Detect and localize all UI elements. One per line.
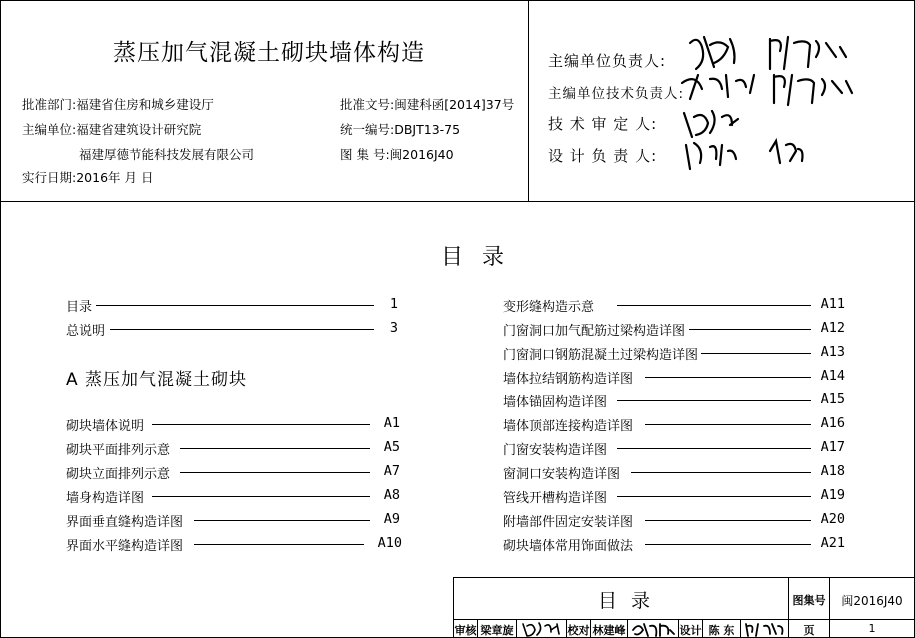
signatory-tech-chief: 主编单位技术负责人:: [548, 86, 685, 102]
atlas-number-value: 闽2016J40: [389, 147, 454, 162]
toc-item-label: 目录: [66, 296, 94, 315]
leader-line: [194, 520, 370, 521]
toc-item-page: A12: [820, 320, 845, 336]
editor-unit-value: 福建省建筑设计研究院: [76, 122, 202, 137]
toc-item-page: A14: [820, 368, 845, 384]
toc-item-page: A11: [820, 296, 845, 312]
toc-item[interactable]: [503, 368, 845, 388]
toc-item-label: 墙体拉结钢筋构造详图: [503, 368, 635, 387]
approval-doc: [340, 95, 514, 113]
toc-item[interactable]: [66, 535, 402, 555]
unified-number-label: 统一编号:: [340, 122, 395, 137]
toc-item-page: A16: [820, 415, 845, 431]
unified-number-value: DBJT13-75: [394, 122, 461, 137]
title-block-divider: [829, 577, 830, 638]
handwritten-signatures: [670, 25, 870, 175]
leader-line: [194, 544, 364, 545]
toc-item-label: 墙体顶部连接构造详图: [503, 415, 635, 434]
leader-line: [645, 424, 811, 425]
leader-line: [701, 353, 811, 354]
toc-item[interactable]: [503, 391, 845, 411]
signatory-chief-unit: 主编单位负责人:: [548, 52, 667, 70]
toc-item-label: 门窗洞口加气配筋过梁构造详图: [503, 320, 687, 339]
toc-item[interactable]: [503, 487, 845, 507]
title-block-divider: [788, 577, 789, 638]
toc-item-page: A17: [820, 439, 845, 455]
editor-unit: [22, 120, 201, 138]
design-name: 陈 东: [708, 624, 735, 637]
toc-item[interactable]: [66, 463, 400, 483]
toc-item-label: 门窗安装构造详图: [503, 439, 609, 458]
atlas-title: 蒸压加气混凝土砌块墙体构造: [113, 40, 425, 66]
approval-dept: [22, 95, 214, 113]
toc-item[interactable]: [66, 296, 398, 316]
leader-line: [617, 400, 811, 401]
editor-unit-2-value: 福建厚德节能科技发展有限公司: [79, 147, 255, 162]
toc-item-page: A13: [820, 344, 845, 360]
toc-item[interactable]: [503, 344, 845, 364]
title-block-cell-line: [516, 619, 517, 638]
toc-item-label: 墙身构造详图: [66, 487, 146, 506]
checker-signature: [630, 620, 676, 638]
toc-item-label: 界面水平缝构造详图: [66, 535, 185, 554]
leader-line: [689, 329, 811, 330]
leader-line: [110, 329, 374, 330]
leader-line: [152, 424, 370, 425]
page-label: 页: [803, 624, 815, 637]
toc-item-page: A19: [820, 487, 845, 503]
toc-item-page: 3: [389, 320, 398, 336]
leader-line: [617, 448, 811, 449]
toc-item[interactable]: [66, 487, 400, 507]
toc-item[interactable]: [503, 535, 845, 555]
review-name: 梁章旋: [480, 624, 514, 637]
toc-item[interactable]: [66, 415, 400, 435]
toc-item-page: A8: [383, 487, 400, 503]
toc-item[interactable]: [503, 511, 845, 531]
toc-item[interactable]: [503, 296, 845, 316]
toc-item-label: 界面垂直缝构造详图: [66, 511, 185, 530]
toc-item-label: 总说明: [66, 320, 107, 339]
title-block-cell-line: [740, 619, 741, 638]
review-label: 审核: [454, 624, 477, 637]
signatory-tech-reviewer: 技 术 审 定 人:: [548, 115, 658, 133]
approval-dept-label: 批准部门:: [22, 97, 77, 112]
toc-item-page: A10: [377, 535, 402, 551]
header-bottom-line: [0, 201, 915, 202]
toc-item-label: 砌块墙体常用饰面做法: [503, 535, 635, 554]
editor-unit-2: [79, 145, 254, 163]
designer-signature: [742, 620, 788, 638]
leader-line: [645, 520, 811, 521]
toc-item-page: A21: [820, 535, 845, 551]
reviewer-signature: [519, 620, 565, 638]
leader-line: [180, 472, 370, 473]
toc-item[interactable]: [503, 415, 845, 435]
toc-item[interactable]: [66, 511, 400, 531]
toc-item-page: A5: [383, 439, 400, 455]
title-block-cell-line: [627, 619, 628, 638]
toc-item-label: 砌块平面排列示意: [66, 439, 172, 458]
effective-date-label: 实行日期:: [22, 170, 77, 185]
toc-item-label: 墙体锚固构造详图: [503, 391, 609, 410]
editor-unit-label: 主编单位:: [22, 122, 77, 137]
leader-line: [645, 544, 811, 545]
check-label: 校对: [567, 624, 590, 637]
toc-item-page: A1: [383, 415, 400, 431]
toc-item-label: 窗洞口安装构造详图: [503, 463, 622, 482]
leader-line: [180, 448, 370, 449]
toc-item-label: 变形缝构造示意: [503, 296, 596, 315]
toc-item[interactable]: [503, 320, 845, 340]
approval-doc-value: 闽建科函[2014]37号: [394, 97, 515, 112]
toc-item-label: 管线开槽构造详图: [503, 487, 609, 506]
section-heading-a: A 蒸压加气混凝土砌块: [66, 370, 248, 390]
effective-date: [22, 168, 153, 186]
check-name: 林建峰: [592, 624, 626, 637]
page-value: 1: [868, 622, 876, 635]
toc-item[interactable]: [66, 439, 400, 459]
atlas-number: [340, 145, 454, 163]
unified-number: [340, 120, 460, 138]
leader-line: [152, 496, 370, 497]
toc-heading: 目 录: [441, 245, 510, 270]
effective-date-value: 2016年 月 日: [76, 170, 154, 185]
design-label: 设计: [679, 624, 702, 637]
leader-line: [645, 377, 811, 378]
sheet-title: 目 录: [598, 590, 655, 612]
toc-item-label: 砌块立面排列示意: [66, 463, 172, 482]
toc-item-label: 砌块墙体说明: [66, 415, 146, 434]
toc-item-page: A20: [820, 511, 845, 527]
atlas-number-label: 图 集 号:: [340, 147, 390, 162]
approval-doc-label: 批准文号:: [340, 97, 395, 112]
approval-dept-value: 福建省住房和城乡建设厅: [76, 97, 214, 112]
toc-item-page: A18: [820, 463, 845, 479]
toc-item-label: 门窗洞口钢筋混凝土过梁构造详图: [503, 344, 700, 363]
toc-item-page: A15: [820, 391, 845, 407]
leader-line: [96, 305, 374, 306]
toc-item[interactable]: [503, 439, 845, 459]
title-block-top-line: [453, 577, 915, 578]
toc-item[interactable]: [66, 320, 398, 340]
toc-item[interactable]: [503, 463, 845, 483]
atlas-number-value: 闽2016J40: [841, 594, 903, 608]
leader-line: [631, 472, 811, 473]
toc-item-page: A9: [383, 511, 400, 527]
toc-item-label: 附墙部件固定安装详图: [503, 511, 635, 530]
leader-line: [617, 496, 811, 497]
atlas-number-label: 图集号: [792, 594, 826, 607]
leader-line: [617, 305, 811, 306]
header-divider: [528, 0, 529, 201]
toc-item-page: 1: [389, 296, 398, 312]
toc-item-page: A7: [383, 463, 400, 479]
signatory-design-lead: 设 计 负 责 人:: [548, 147, 658, 165]
